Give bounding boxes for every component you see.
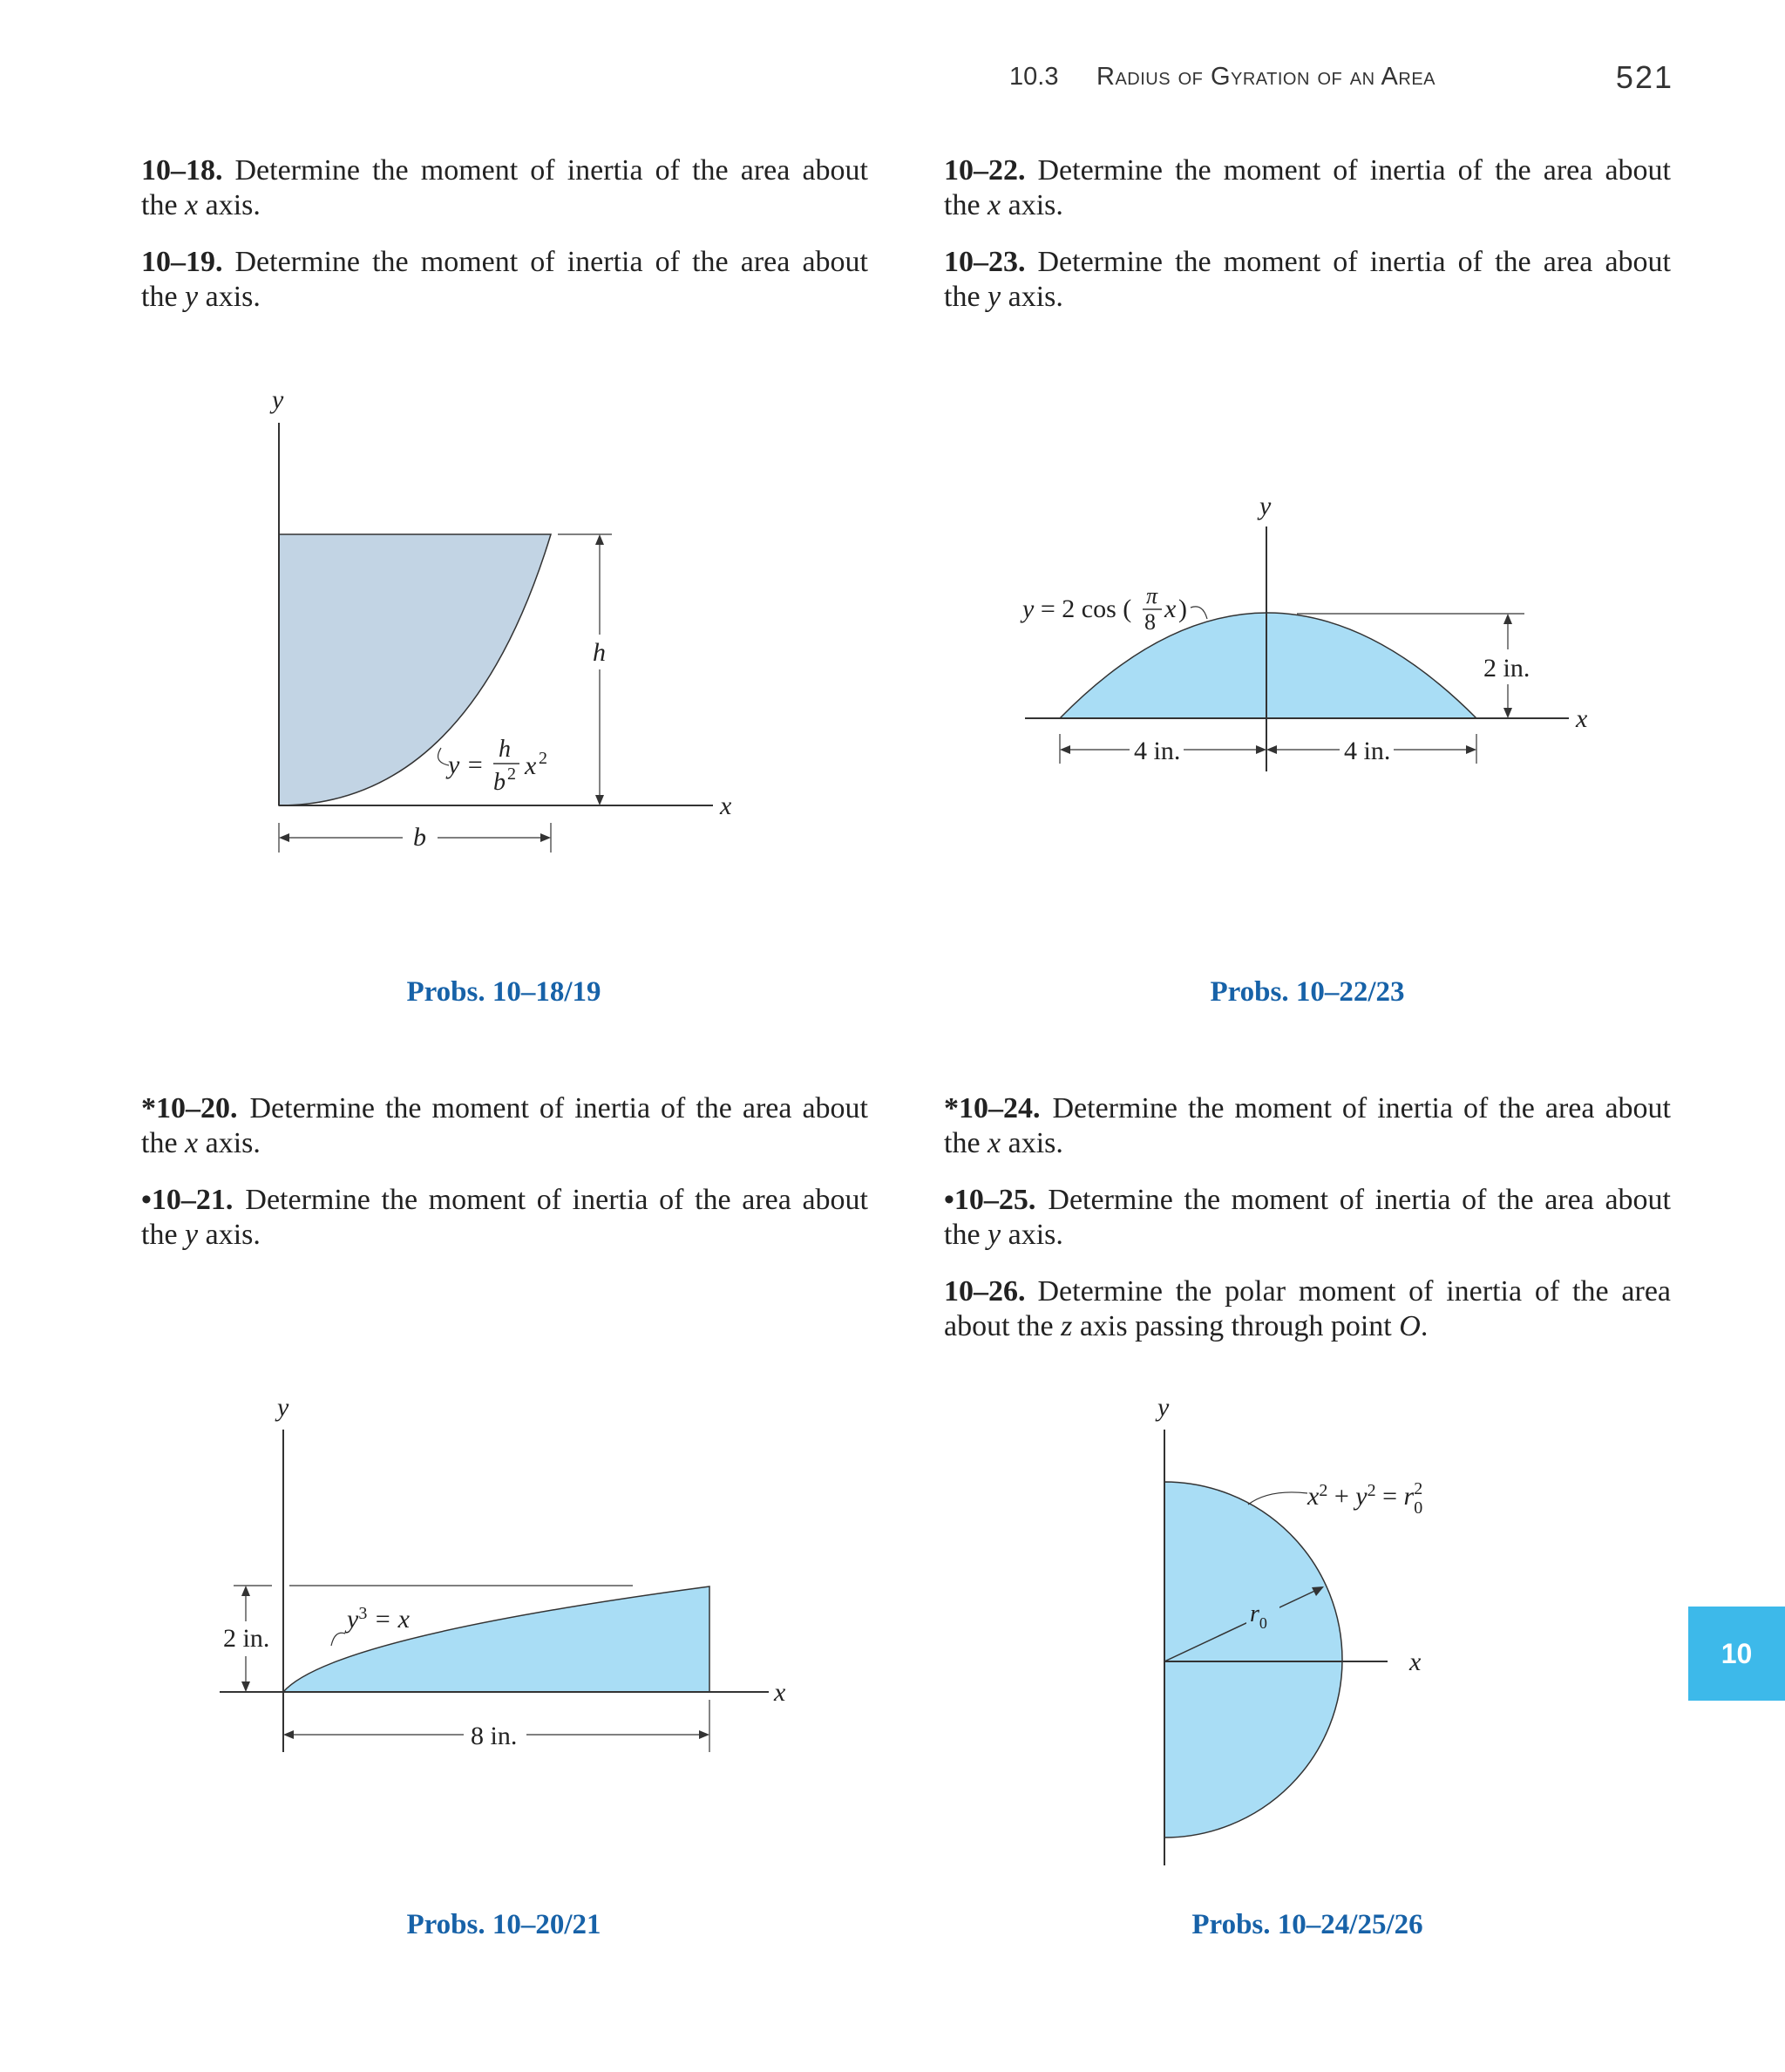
problem-10-21: •10–21. Determine the moment of inertia of the area about the y axis. (141, 1184, 868, 1251)
caption-probs-10-20-21: Probs. 10–20/21 (406, 1909, 601, 1940)
problem-10-24: *10–24. Determine the moment of inertia of the area about the x axis. (944, 1092, 1671, 1159)
section-number: 10.3 (1009, 63, 1059, 91)
width-arrow-right (699, 1730, 709, 1739)
chapter-tab-label: 10 (1721, 1637, 1753, 1669)
height-arrow-top (595, 534, 604, 545)
left-width-label: 4 in. (1134, 737, 1181, 765)
caption-probs-10-24-25-26: Probs. 10–24/25/26 (1191, 1909, 1423, 1940)
y-axis-label: y (1157, 1393, 1170, 1422)
problem-10-26: 10–26. Determine the polar moment of inertia of the area about the z axis passing through point O. (944, 1275, 1671, 1342)
equation-denominator-exponent: 2 (507, 764, 516, 784)
caption-probs-10-22-23: Probs. 10–22/23 (1210, 976, 1405, 1008)
running-header (985, 58, 1673, 101)
width-arrow-left (279, 833, 289, 842)
problem-10-19: 10–19. Determine the moment of inertia of the area about the y axis. (141, 246, 868, 313)
right-width-arrow-left (1266, 745, 1277, 754)
equation-numerator: π (1146, 583, 1158, 608)
equation-leader (1248, 1492, 1307, 1505)
equation-lhs: y = 2 cos ( (1022, 594, 1132, 623)
figure-10-18-19 (200, 375, 767, 863)
radius-label: $r_0$ (1250, 1600, 1267, 1632)
problem-10-25: •10–25. Determine the moment of inertia of the area about the y axis. (944, 1184, 1671, 1251)
height-arrow-top (241, 1586, 250, 1596)
x-axis-label: x (1409, 1647, 1422, 1676)
right-width-arrow-right (1466, 745, 1476, 754)
figure-10-24-25-26 (1116, 1386, 1482, 1874)
width-arrow-left (283, 1730, 294, 1739)
width-label: 8 in. (471, 1722, 518, 1750)
shaded-area (1060, 613, 1476, 718)
equation-variable: x (525, 751, 537, 780)
shaded-area (1164, 1482, 1342, 1838)
height-arrow-top (1503, 614, 1512, 624)
left-width-arrow-right (1256, 745, 1266, 754)
problem-10-23: 10–23. Determine the moment of inertia of the area about the y axis. (944, 246, 1671, 313)
figure-10-22-23 (1002, 488, 1612, 785)
page-number: 521 (1615, 59, 1673, 95)
problem-10-22: 10–22. Determine the moment of inertia of the area about the x axis. (944, 154, 1671, 221)
equation-numerator: h (499, 736, 511, 763)
y-axis-label: y (277, 1393, 289, 1422)
x-axis-label: x (774, 1678, 786, 1707)
caption-probs-10-18-19: Probs. 10–18/19 (406, 976, 601, 1008)
figure-10-20-21 (209, 1386, 819, 1761)
equation-denominator: 8 (1144, 609, 1156, 635)
right-width-label: 4 in. (1344, 737, 1391, 765)
x-axis-label: x (720, 791, 732, 820)
width-arrow-right (540, 833, 551, 842)
equation-leader (331, 1633, 345, 1646)
equation: $y^3 = x$ (347, 1604, 410, 1634)
height-label: 2 in. (1483, 654, 1530, 683)
y-axis-label: y (1259, 492, 1272, 520)
height-label: h (593, 638, 606, 667)
width-label: b (413, 823, 426, 852)
equation-close: ) (1178, 594, 1187, 623)
equation-variable-exponent: 2 (539, 749, 547, 768)
equation: $x^2 + y^2 = r^2$ 0 (1307, 1479, 1423, 1518)
chapter-tab (1688, 1607, 1785, 1701)
shaded-area (283, 1586, 709, 1692)
problem-10-20: *10–20. Determine the moment of inertia of the area about the x axis. (141, 1092, 868, 1159)
section-title: Radius of Gyration of an Area (1096, 63, 1436, 91)
equation-leader (1191, 607, 1207, 619)
height-label: 2 in. (223, 1624, 270, 1653)
equation-lhs: y = (448, 751, 485, 779)
y-axis-label: y (272, 385, 284, 414)
left-width-arrow-left (1060, 745, 1070, 754)
equation-variable: x (1164, 594, 1177, 623)
height-arrow-bottom (1503, 708, 1512, 718)
height-arrow-bottom (595, 795, 604, 805)
x-axis-label: x (1576, 704, 1588, 733)
problem-10-18: 10–18. Determine the moment of inertia of the area about the x axis. (141, 154, 868, 221)
height-arrow-bottom (241, 1681, 250, 1692)
equation-denominator: b (493, 769, 506, 796)
